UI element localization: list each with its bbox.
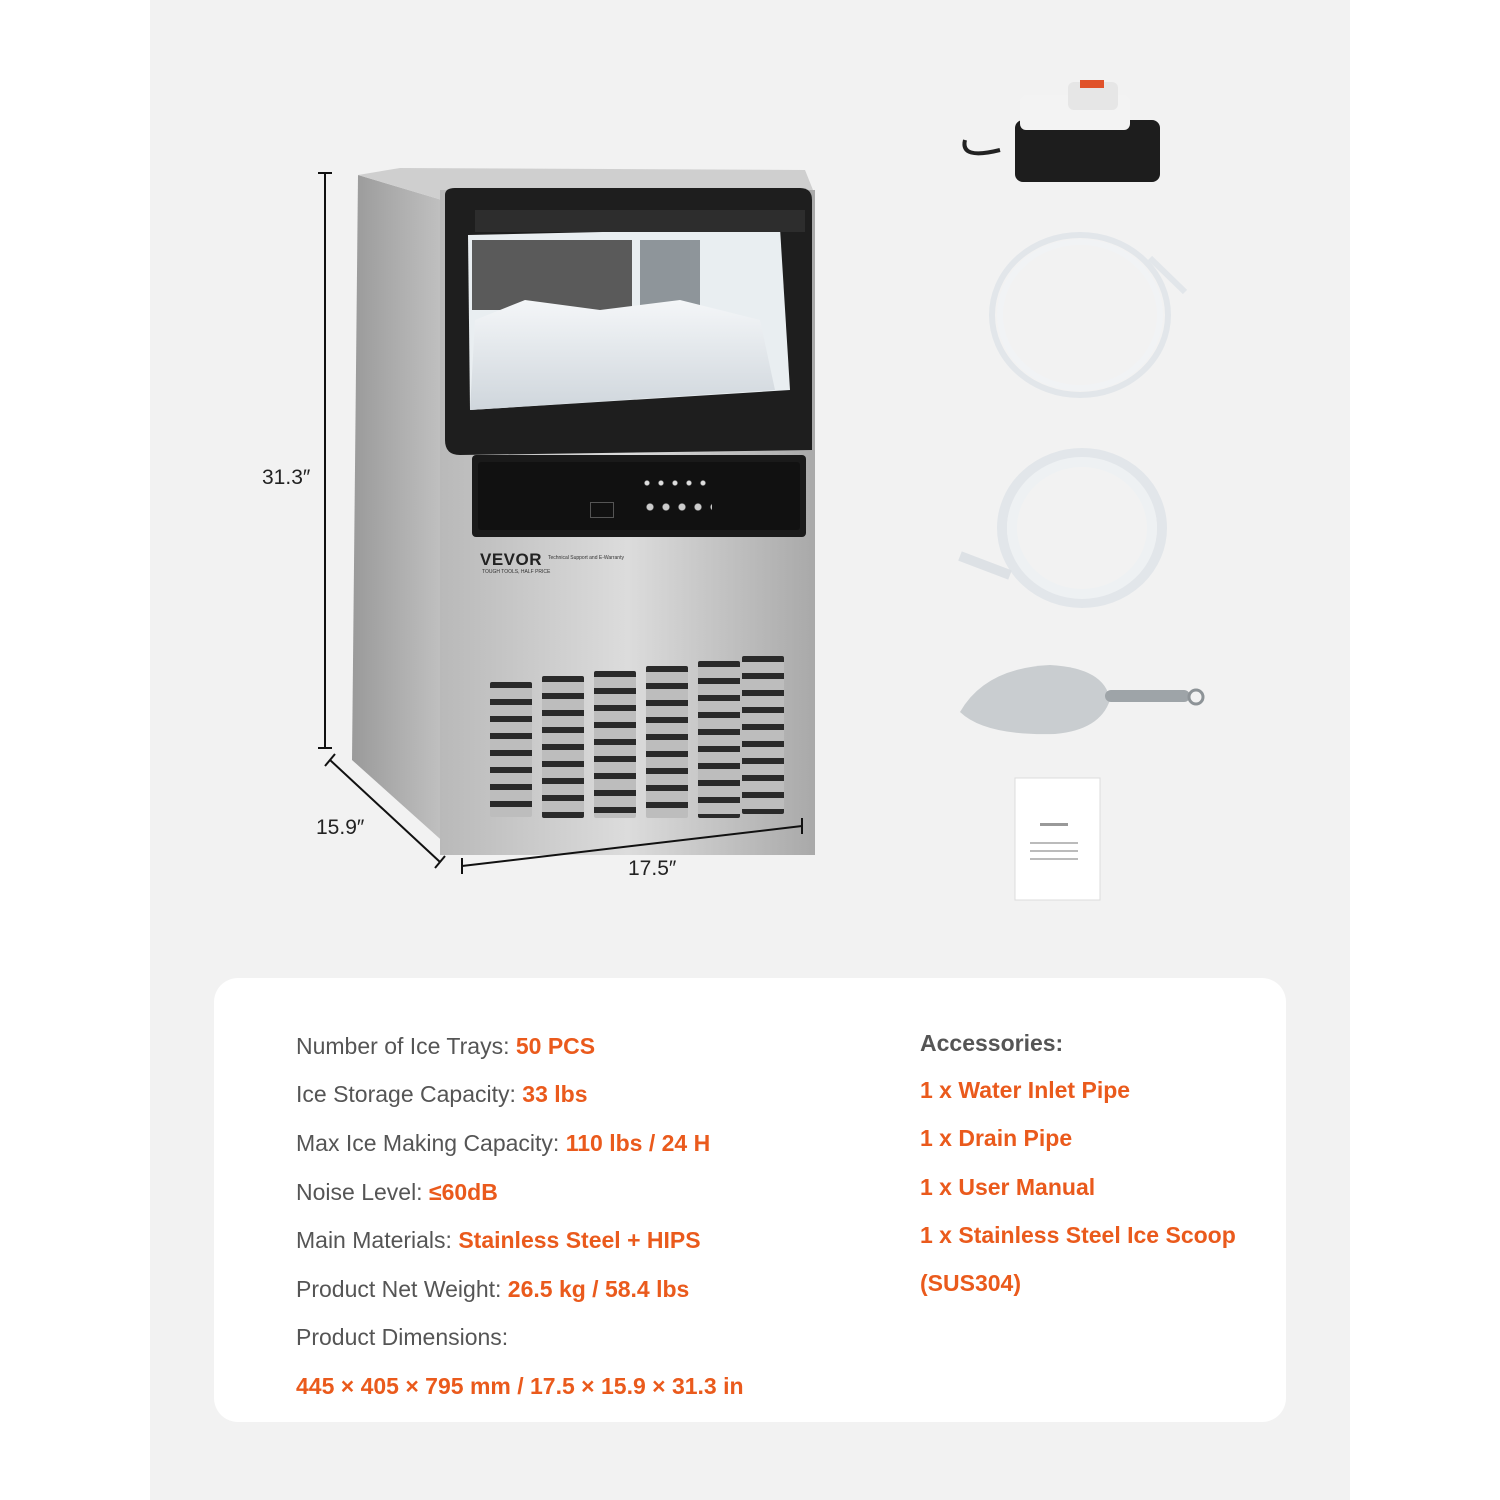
- spec-ice-trays: Number of Ice Trays: 50 PCS: [296, 1033, 596, 1059]
- spec-max-ice-making: Max Ice Making Capacity: 110 lbs / 24 H: [296, 1130, 711, 1156]
- accessory-water-inlet-pipe: 1 x Water Inlet Pipe: [920, 1077, 1131, 1103]
- accessory-drain-pipe: 1 x Drain Pipe: [920, 1125, 1073, 1151]
- width-dimension-label: 17.5″: [628, 857, 677, 880]
- ice-scoop-image: [960, 665, 1203, 734]
- user-manual-image: [1015, 778, 1100, 900]
- depth-dimension-label: 15.9″: [316, 816, 365, 839]
- support-note: Technical Support and E-Warranty: [548, 555, 624, 561]
- spec-ice-storage: Ice Storage Capacity: 33 lbs: [296, 1081, 588, 1107]
- drain-pipe-image: [960, 453, 1162, 603]
- accessory-ice-scoop-material: (SUS304): [920, 1270, 1021, 1296]
- accessory-ice-scoop: 1 x Stainless Steel Ice Scoop: [920, 1222, 1236, 1248]
- dimension-lines: [300, 160, 820, 880]
- water-inlet-pipe-image: [992, 235, 1185, 395]
- height-dimension-label: 31.3″: [262, 466, 311, 489]
- drain-pump-image: [964, 80, 1160, 182]
- spec-net-weight: Product Net Weight: 26.5 kg / 58.4 lbs: [296, 1276, 690, 1302]
- accessory-images: [955, 75, 1215, 910]
- accessory-user-manual: 1 x User Manual: [920, 1174, 1096, 1200]
- accessories-title: Accessories:: [920, 1030, 1064, 1056]
- brand-logo: VEVOR: [480, 550, 543, 569]
- spec-dimensions-label: Product Dimensions:: [296, 1324, 509, 1350]
- spec-main-materials: Main Materials: Stainless Steel + HIPS: [296, 1227, 701, 1253]
- brand-tagline: TOUGH TOOLS, HALF PRICE: [482, 569, 551, 575]
- spec-noise-level: Noise Level: ≤60dB: [296, 1179, 498, 1205]
- spec-dimensions-value: 445 × 405 × 795 mm / 17.5 × 15.9 × 31.3 in: [296, 1373, 744, 1399]
